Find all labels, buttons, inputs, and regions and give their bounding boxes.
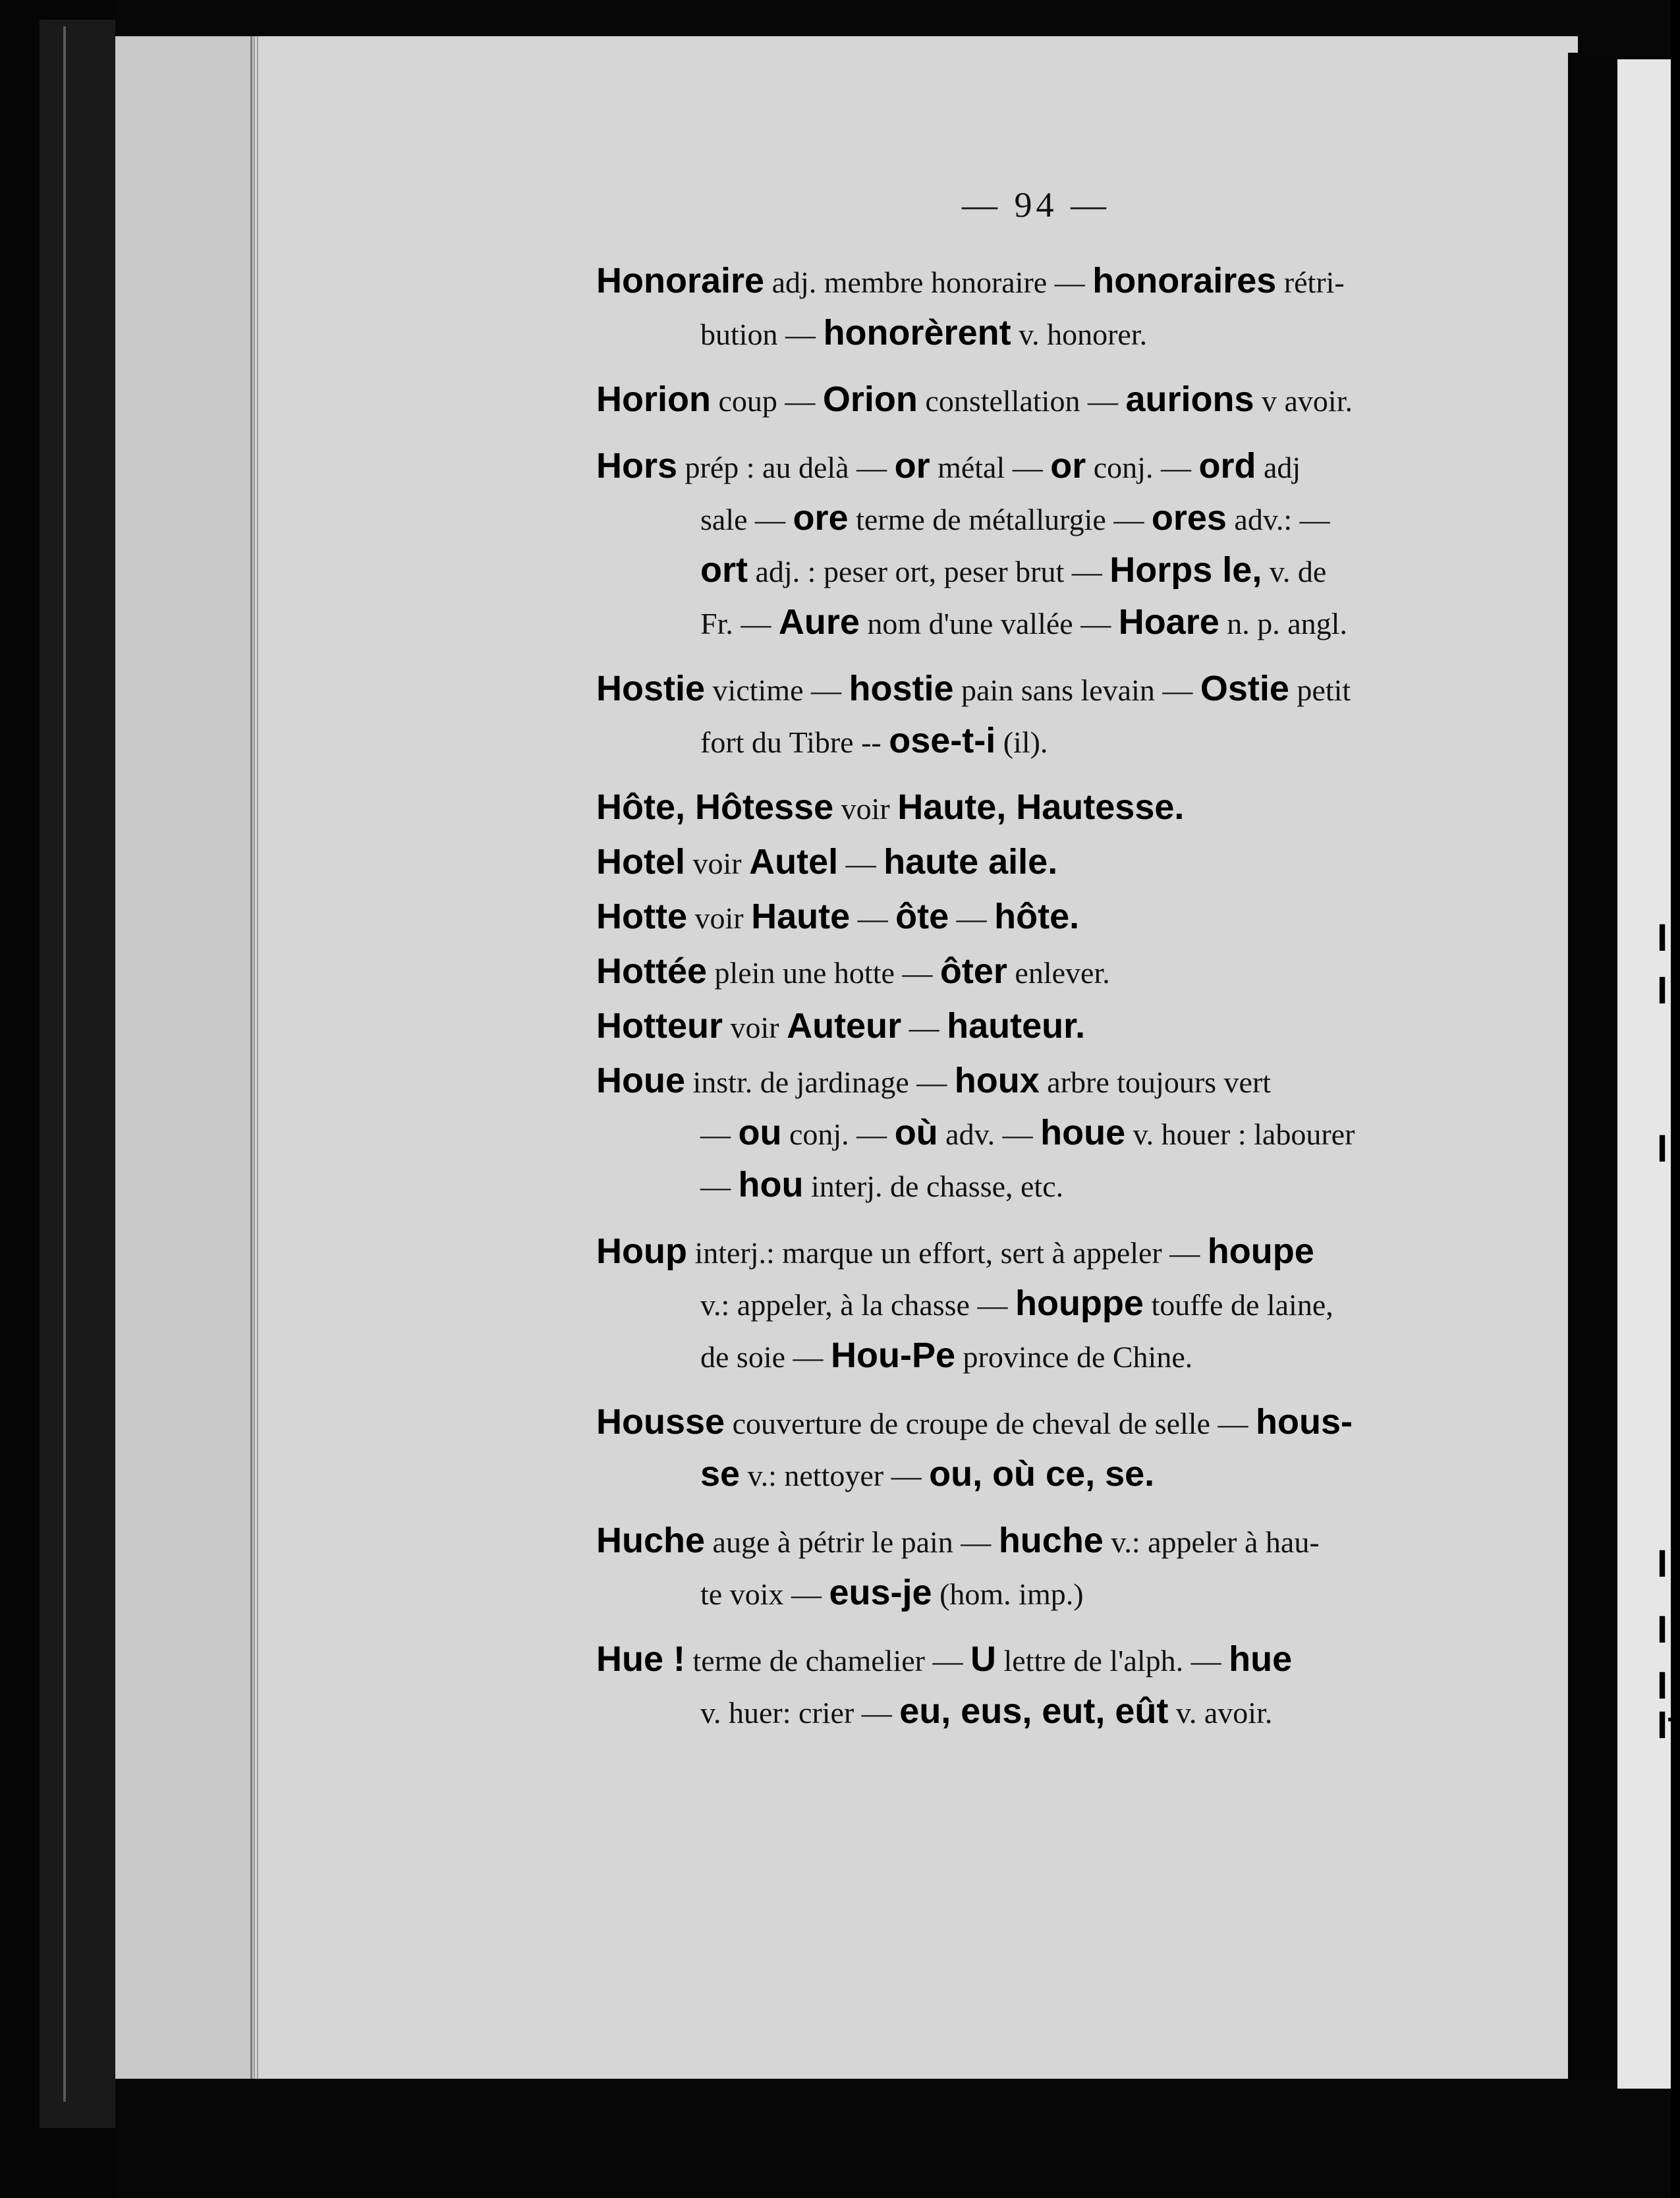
entry-first-line (596, 1397, 1515, 1449)
definition-text: arbre toujours vert (1039, 1065, 1272, 1099)
headword: Hue ! (596, 1639, 685, 1679)
entry-first-line (596, 1056, 1515, 1108)
headword: hue (1229, 1639, 1293, 1679)
definition-text: — (838, 847, 884, 880)
definition-text: nom d'une vallée — (859, 607, 1119, 640)
headword: Hotteur (596, 1006, 723, 1046)
headword: Horps le, (1109, 550, 1262, 590)
definition-text: fort du Tibre -- (700, 725, 889, 759)
margin-letter: I (1657, 969, 1668, 1012)
dictionary-entry (596, 891, 1515, 944)
entry-continuation-line (596, 1160, 1515, 1212)
dictionary-entry (596, 441, 1515, 649)
definition-text: — (700, 1169, 739, 1203)
entry-continuation-line (596, 597, 1515, 649)
entry-first-line (596, 256, 1515, 308)
right-page-edge-shadow (1568, 53, 1617, 2082)
definition-text: v.: nettoyer — (740, 1459, 930, 1492)
headword: Houe (596, 1061, 685, 1100)
dictionary-entry (596, 374, 1515, 426)
margin-letter: I (1657, 1542, 1668, 1585)
definition-text: interj. de chasse, etc. (803, 1169, 1064, 1203)
headword: or (1050, 446, 1086, 486)
definition-text: pain sans levain — (953, 673, 1200, 707)
entry-continuation-line (596, 1567, 1515, 1620)
entry-first-line (596, 782, 1515, 834)
definition-text: adv.: — (1226, 503, 1330, 536)
headword: hou (738, 1165, 804, 1204)
headword: Haute (751, 897, 851, 936)
definition-text: adv. — (938, 1117, 1041, 1151)
definition-text: — (901, 1011, 947, 1044)
headword: Autel (749, 842, 839, 882)
headword: ose-t-i (889, 721, 996, 760)
dictionary-entry (596, 1226, 1515, 1382)
headword: houx (954, 1061, 1040, 1100)
definition-text: v. avoir. (1168, 1696, 1273, 1730)
headword: se (700, 1454, 741, 1494)
definition-text: voir (833, 792, 898, 826)
definition-text: bution — (700, 318, 824, 351)
headword: hôte. (994, 897, 1080, 936)
definition-text: province de Chine. (955, 1340, 1193, 1374)
entry-first-line (596, 1001, 1515, 1053)
entry-first-line (596, 1226, 1515, 1278)
definition-text: adj (1256, 451, 1301, 484)
headword: ore (793, 498, 849, 538)
gutter-rule (257, 36, 258, 2079)
dictionary-entry (596, 1634, 1515, 1738)
definition-text: touffe de laine, (1143, 1288, 1333, 1322)
entry-continuation-line (596, 1449, 1515, 1501)
headword: Hors (596, 446, 678, 486)
headword: eus-je (829, 1573, 932, 1612)
headword: houe (1040, 1113, 1126, 1152)
definition-text: — (850, 901, 896, 935)
definition-text: coup — (710, 384, 823, 418)
definition-text: adj. : peser ort, peser brut — (747, 555, 1110, 588)
page-gutter (115, 36, 255, 2079)
definition-text: conj. — (781, 1117, 895, 1151)
headword: U (970, 1639, 996, 1679)
headword: ores (1151, 498, 1227, 538)
definition-text: conj. — (1086, 451, 1199, 484)
definition-text: métal — (930, 451, 1051, 484)
headword: huche (998, 1521, 1104, 1560)
entry-continuation-line (596, 1330, 1515, 1382)
definition-text: voir (722, 1011, 787, 1044)
definition-text: constellation — (917, 384, 1126, 418)
definition-text: victime — (705, 673, 849, 707)
entry-continuation-line (596, 1686, 1515, 1738)
definition-text: sale — (700, 503, 793, 536)
headword: hous- (1255, 1402, 1353, 1442)
headword: Hou-Pe (831, 1336, 956, 1375)
entry-continuation-line (596, 308, 1515, 360)
headword: ort (700, 550, 748, 590)
dictionary-entry (596, 1001, 1515, 1053)
entry-first-line (596, 1515, 1515, 1567)
headword: ou (738, 1113, 782, 1152)
entry-first-line (596, 374, 1515, 426)
entry-first-line (596, 663, 1515, 716)
definition-text: — (949, 901, 995, 935)
headword: ou, où ce, se. (929, 1454, 1155, 1494)
definition-text: rétri- (1276, 266, 1345, 299)
dictionary-entry (596, 1515, 1515, 1620)
entry-first-line (596, 946, 1515, 998)
definition-text: voir (685, 847, 750, 880)
entry-first-line (596, 441, 1515, 493)
definition-text: v.: appeler, à la chasse — (700, 1288, 1015, 1322)
headword: Ostie (1200, 669, 1289, 708)
definition-text: v. houer : labourer (1125, 1117, 1355, 1151)
definition-text: instr. de jardinage — (685, 1065, 955, 1099)
definition-text: v.: appeler à hau- (1103, 1525, 1320, 1559)
headword: Honoraire (596, 261, 765, 300)
headword: Auteur (787, 1006, 902, 1046)
margin-letter: If (1657, 1704, 1680, 1747)
margin-letter: I (1657, 1608, 1668, 1651)
headword: Hôte, Hôtesse (596, 787, 834, 827)
headword: ord (1198, 446, 1256, 486)
definition-text: v. de (1262, 555, 1327, 588)
headword: Aure (778, 602, 860, 642)
headword: où (894, 1113, 938, 1152)
definition-text: Fr. — (700, 607, 779, 640)
margin-letter: I (1657, 916, 1668, 959)
headword: hauteur. (947, 1006, 1086, 1046)
definition-text: v. huer: crier — (700, 1696, 900, 1730)
headword: Huche (596, 1521, 706, 1560)
entry-continuation-line (596, 1278, 1515, 1330)
headword: aurions (1125, 380, 1254, 419)
page-number: — 94 — (962, 185, 1110, 225)
definition-text: interj.: marque un effort, sert à appeler — (686, 1236, 1208, 1270)
definition-text: auge à pétrir le pain — (705, 1525, 999, 1559)
definition-text: plein une hotte — (707, 956, 940, 990)
headword: Housse (596, 1402, 725, 1442)
dictionary-entry (596, 1056, 1515, 1212)
dictionary-entry (596, 837, 1515, 889)
definition-text: voir (686, 901, 752, 935)
headword: hostie (849, 669, 954, 708)
headword: Hotel (596, 842, 685, 882)
dictionary-entry (596, 1397, 1515, 1501)
dictionary-entry (596, 946, 1515, 998)
margin-letter: I (1657, 1127, 1668, 1170)
headword: Hottée (596, 951, 708, 991)
entry-continuation-line (596, 545, 1515, 597)
entry-first-line (596, 837, 1515, 889)
dictionary-entry (596, 256, 1515, 360)
definition-text: (il). (995, 725, 1048, 759)
margin-letter: I (1657, 1664, 1668, 1707)
definition-text: te voix — (700, 1577, 829, 1611)
dictionary-entry (596, 663, 1515, 768)
definition-text: de soie — (700, 1340, 831, 1374)
headword: honoraires (1092, 261, 1277, 300)
entry-first-line (596, 1634, 1515, 1686)
spine-line (63, 26, 66, 2102)
headword: honorèrent (823, 313, 1011, 352)
entry-continuation-line (596, 1108, 1515, 1160)
definition-text: (hom. imp.) (932, 1577, 1084, 1611)
entry-continuation-line (596, 493, 1515, 545)
gutter-rule (250, 36, 252, 2079)
definition-text: adj. membre honoraire — (764, 266, 1093, 299)
headword: ôter (939, 951, 1007, 991)
headword: Hoare (1118, 602, 1219, 642)
definition-text: petit (1289, 673, 1351, 707)
definition-text: v. honorer. (1011, 318, 1148, 351)
definition-text: terme de métallurgie — (848, 503, 1152, 536)
headword: Orion (822, 380, 918, 419)
headword: houpe (1207, 1231, 1314, 1271)
dictionary-entries (596, 256, 1515, 1753)
headword: Haute, Hautesse. (897, 787, 1185, 827)
entry-continuation-line (596, 716, 1515, 768)
definition-text: lettre de l'alph. — (995, 1644, 1229, 1677)
headword: eu, eus, eut, eût (899, 1691, 1169, 1731)
definition-text: v avoir. (1254, 384, 1353, 418)
dictionary-entry (596, 782, 1515, 834)
headword: Horion (596, 380, 711, 419)
definition-text: terme de chamelier — (685, 1644, 970, 1677)
definition-text: prép : au delà — (677, 451, 895, 484)
headword: or (894, 446, 930, 486)
headword: ôte (895, 897, 949, 936)
next-page-sliver (1617, 59, 1680, 2089)
headword: Hostie (596, 669, 706, 708)
headword: Houp (596, 1231, 687, 1271)
definition-text: enlever. (1007, 956, 1110, 990)
book-spine (40, 20, 115, 2128)
definition-text: — (700, 1117, 739, 1151)
headword: houppe (1015, 1283, 1144, 1323)
entry-first-line (596, 891, 1515, 944)
definition-text: n. p. angl. (1219, 607, 1347, 640)
headword: haute aile. (883, 842, 1058, 882)
headword: Hotte (596, 897, 687, 936)
definition-text: couverture de croupe de cheval de selle — (725, 1407, 1256, 1440)
